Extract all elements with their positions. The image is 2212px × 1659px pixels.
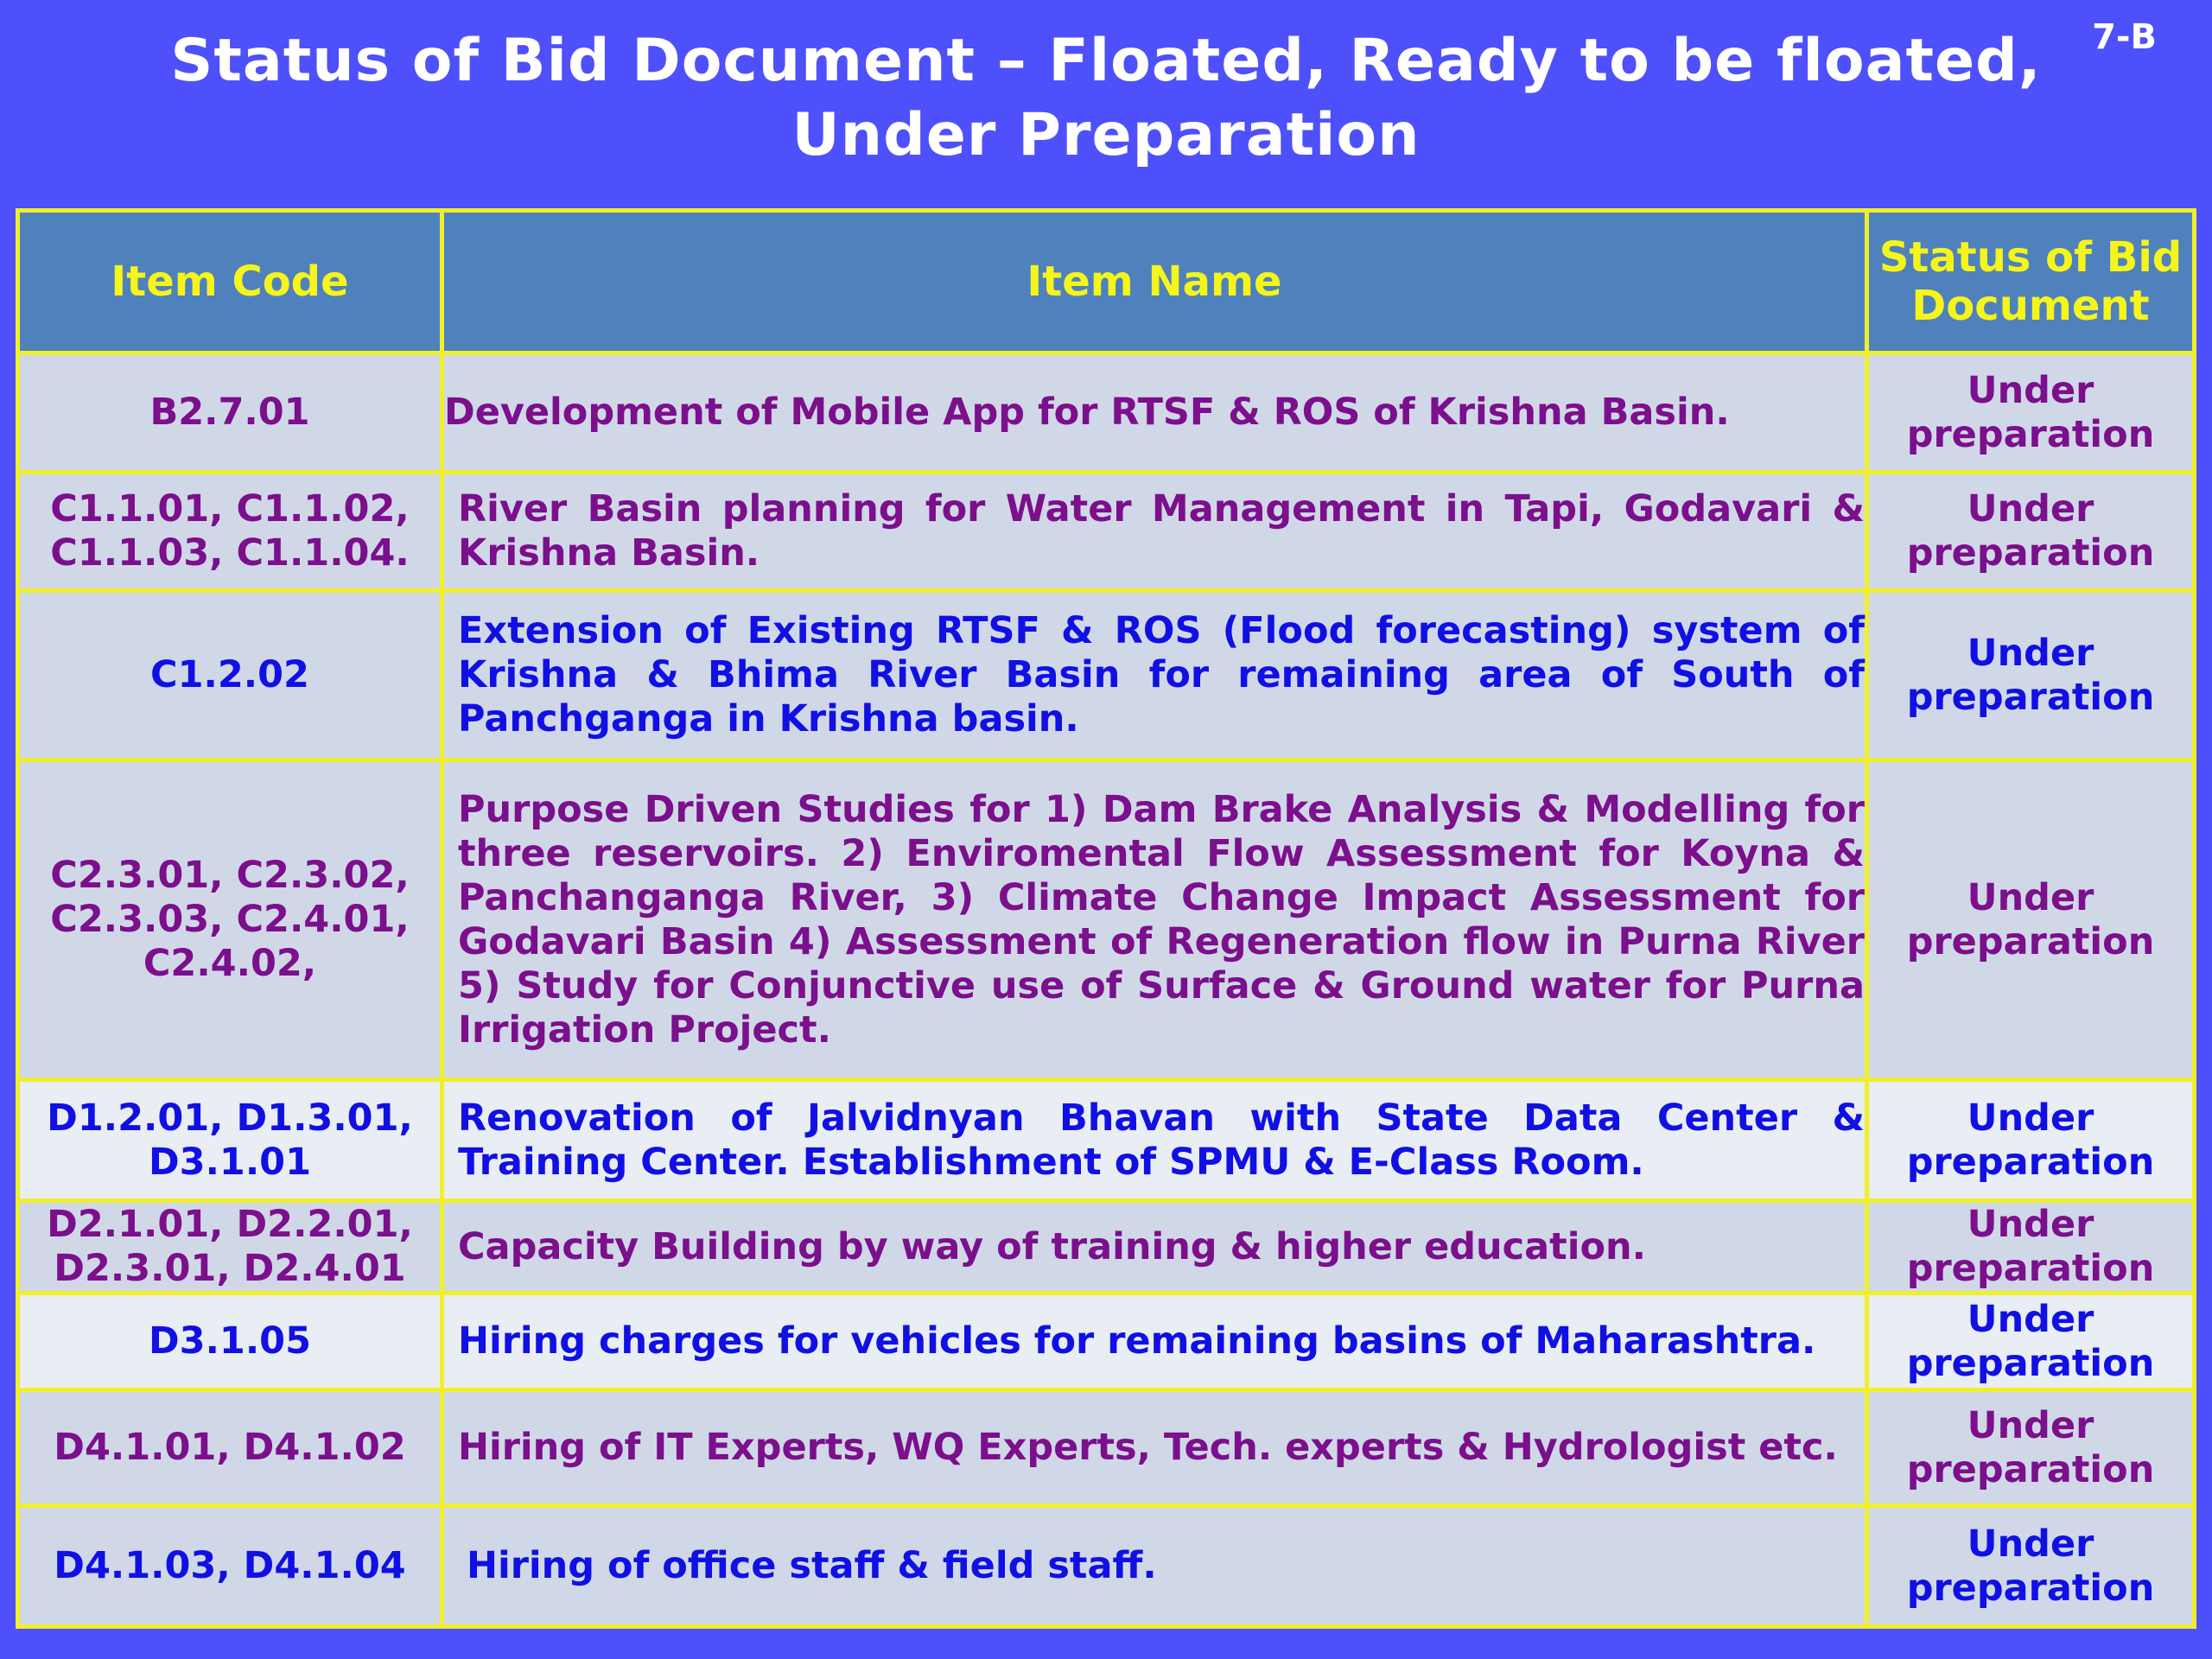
status-line: Under [1967,1403,2094,1447]
status-cell [1867,591,2195,760]
table-row [18,353,2195,473]
status-line: Under [1967,368,2094,412]
table-row [18,1201,2195,1294]
status-line: Under [1967,487,2094,531]
header-item-name: Item Name [442,211,1867,353]
item-code-cell [18,353,442,473]
item-name-cell: Purpose Driven Studies for 1) Dam Brake Analysis & Modelling for three reservoirs. 2) Enviromental Flow Assessment for Koyna & Panchanganga River, 3) Climate Change Impact Assessment for Godavari Basin 4) Assessment of Regeneration flow in Purna River 5) Study for Conjunctive use of Surface & Ground water for Purna Irrigation Project. [442,760,1867,1080]
item-code-line: D4.1.01, D4.1.02 [54,1426,406,1469]
item-name-cell: Extension of Existing RTSF & ROS (Flood forecasting) system of Krishna & Bhima River Basin for remaining area of South of Panchganga in Krishna basin. [442,591,1867,760]
status-line: preparation [1906,1566,2155,1610]
bid-status-table [16,208,2196,1629]
item-code-line: D3.1.05 [148,1319,312,1363]
item-code-line: C1.2.02 [150,653,309,696]
table-header-row [18,211,2195,353]
table-row [18,1390,2195,1506]
status-line: Under [1967,631,2094,675]
header-item-code: Item Code [18,211,442,353]
item-code-cell [18,1080,442,1201]
item-code-cell [18,1506,442,1627]
status-line: Under [1967,1203,2094,1246]
status-line: preparation [1906,412,2155,456]
table-row [18,1294,2195,1390]
status-cell [1867,760,2195,1080]
slide-number: 7-B [2092,17,2157,57]
item-code-line: C1.1.01, C1.1.02, [50,487,410,531]
item-name-cell: Renovation of Jalvidnyan Bhavan with State Data Center & Training Center. Establishment of SPMU & E-Class Room. [442,1080,1867,1201]
status-line: Under [1967,1096,2094,1140]
status-line: preparation [1906,1140,2155,1184]
status-line: preparation [1906,1247,2155,1290]
item-code-line: C2.3.01, C2.3.02, [50,854,410,897]
status-line: preparation [1906,1447,2155,1491]
item-code-cell [18,1294,442,1390]
item-name-cell: Hiring of IT Experts, WQ Experts, Tech. experts & Hydrologist etc. [442,1390,1867,1506]
header-bid-status-line-1: Status of Bid [1878,233,2183,282]
status-cell [1867,1201,2195,1294]
table-row [18,1080,2195,1201]
item-name-cell: Development of Mobile App for RTSF & ROS of Krishna Basin. [442,353,1867,473]
item-code-line: C2.3.03, C2.4.01, [50,898,410,941]
item-code-line: D4.1.03, D4.1.04 [54,1544,406,1587]
item-name-cell: Hiring of office staff & field staff. [442,1506,1867,1627]
status-line: Under [1967,875,2094,919]
header-bid-status [1867,211,2195,353]
status-cell [1867,1294,2195,1390]
status-cell [1867,1390,2195,1506]
table-row [18,1506,2195,1627]
item-code-cell [18,1390,442,1506]
status-cell [1867,1080,2195,1201]
item-name-cell: Capacity Building by way of training & higher education. [442,1201,1867,1294]
header-bid-status-line-2: Document [1911,282,2150,330]
status-line: preparation [1906,919,2155,963]
slide-title [0,24,2212,173]
table-row [18,591,2195,760]
item-code-line: D2.3.01, D2.4.01 [54,1247,406,1290]
table-row [18,760,2195,1080]
item-code-cell [18,591,442,760]
table-row [18,473,2195,591]
status-line: Under [1967,1297,2094,1341]
status-cell [1867,473,2195,591]
status-line: preparation [1906,531,2155,575]
status-line: preparation [1906,675,2155,719]
item-code-line: C2.4.02, [143,942,317,985]
item-name-cell: River Basin planning for Water Management in Tapi, Godavari & Krishna Basin. [442,473,1867,591]
status-line: Under [1967,1522,2094,1566]
item-code-cell [18,473,442,591]
status-cell [1867,353,2195,473]
item-code-line: D2.1.01, D2.2.01, [47,1203,413,1246]
item-code-line: B2.7.01 [149,391,310,434]
slide-title-line-1: Status of Bid Document – Floated, Ready to be floated, [170,27,2042,95]
item-code-cell [18,760,442,1080]
status-cell [1867,1506,2195,1627]
slide-title-line-2: Under Preparation [791,101,1421,169]
item-code-line: D1.2.01, D1.3.01, [47,1096,413,1140]
status-line: preparation [1906,1341,2155,1385]
item-name-cell: Hiring charges for vehicles for remaining basins of Maharashtra. [442,1294,1867,1390]
item-code-cell [18,1201,442,1294]
item-code-line: C1.1.03, C1.1.04. [50,531,410,575]
item-code-line: D3.1.01 [148,1140,312,1184]
